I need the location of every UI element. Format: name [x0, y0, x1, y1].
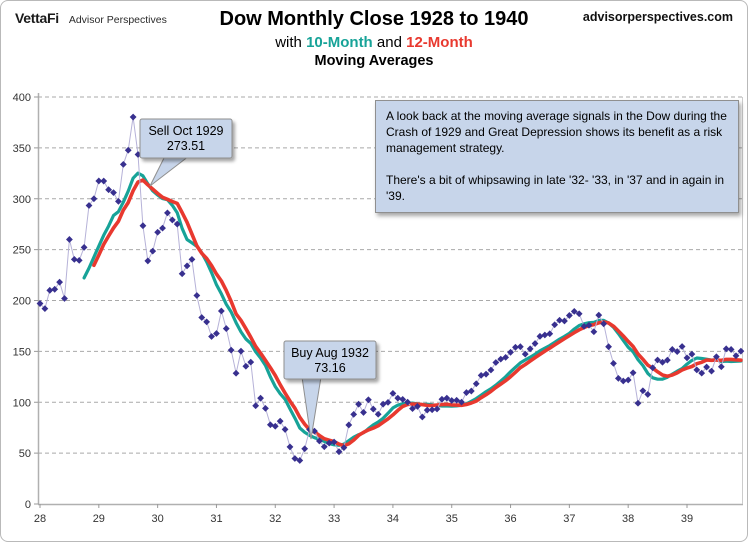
- y-tick-label-250: 250: [12, 244, 31, 257]
- close-marker: [252, 402, 259, 409]
- close-marker: [179, 270, 186, 277]
- x-tick-label-34: 34: [386, 513, 400, 525]
- close-marker: [517, 343, 524, 350]
- close-marker: [350, 411, 357, 418]
- close-marker: [51, 286, 58, 293]
- close-marker: [360, 409, 367, 416]
- close-marker: [546, 330, 553, 337]
- close-marker: [56, 279, 63, 286]
- close-marker: [46, 287, 53, 294]
- close-marker: [605, 343, 612, 350]
- close-marker: [537, 333, 544, 340]
- close-marker: [419, 414, 426, 421]
- x-tick-label-37: 37: [563, 513, 576, 525]
- close-marker: [184, 263, 191, 270]
- close-marker: [301, 445, 308, 452]
- y-tick-label-350: 350: [12, 142, 31, 155]
- dow-moving-average-chart: [1, 1, 748, 542]
- y-tick-label-200: 200: [12, 295, 31, 308]
- close-marker: [439, 396, 446, 403]
- close-marker: [193, 292, 200, 299]
- x-tick-label-33: 33: [327, 513, 341, 525]
- close-marker: [76, 257, 83, 264]
- close-marker: [718, 363, 725, 370]
- x-tick-label-31: 31: [210, 513, 223, 525]
- y-tick-label-0: 0: [24, 499, 31, 511]
- sell-callout: [140, 119, 232, 186]
- callout-tail: [150, 156, 189, 186]
- x-tick-label-39: 39: [680, 513, 694, 525]
- x-tick-label-28: 28: [33, 513, 47, 525]
- close-marker: [595, 312, 602, 319]
- subtitle-with: with: [275, 34, 307, 51]
- subtitle-10-month: 10-Month: [306, 34, 373, 51]
- y-tick-label-400: 400: [12, 92, 31, 104]
- x-tick-label-29: 29: [92, 513, 105, 525]
- close-marker: [120, 161, 127, 168]
- close-marker: [473, 380, 480, 387]
- close-marker: [100, 178, 107, 185]
- close-marker: [130, 114, 137, 121]
- x-tick-label-38: 38: [622, 513, 635, 525]
- close-marker: [262, 405, 269, 412]
- x-tick-label-35: 35: [445, 513, 458, 525]
- y-tick-label-100: 100: [12, 397, 31, 410]
- close-marker: [86, 202, 93, 209]
- x-tick-label-32: 32: [269, 513, 282, 525]
- y-tick-label-50: 50: [18, 448, 31, 461]
- callout-line2: 273.51: [166, 139, 206, 153]
- close-marker: [91, 195, 98, 202]
- y-tick-label-150: 150: [12, 346, 31, 359]
- close-marker: [149, 248, 156, 255]
- x-tick-label-30: 30: [151, 513, 164, 525]
- brand-subtitle: Advisor Perspectives: [68, 14, 167, 26]
- close-marker: [223, 325, 230, 332]
- close-marker: [66, 236, 73, 243]
- chart-subtitle-2: Moving Averages: [314, 53, 434, 69]
- close-marker: [238, 348, 245, 355]
- close-marker: [492, 359, 499, 366]
- close-marker: [228, 347, 235, 354]
- chart-title: Dow Monthly Close 1928 to 1940: [219, 8, 529, 30]
- x-tick-label-36: 36: [504, 513, 517, 525]
- close-marker: [630, 369, 637, 376]
- commentary-box: [375, 100, 739, 213]
- close-marker: [625, 377, 632, 384]
- commentary-paragraph-2: There's a bit of whipsawing in late '32- '33, in '37 and in again in '39.: [386, 172, 725, 203]
- callout-tail: [302, 377, 321, 439]
- close-marker: [140, 222, 147, 229]
- subtitle-and: and: [372, 34, 407, 51]
- site-url: advisorperspectives.com: [582, 10, 733, 24]
- close-marker: [257, 395, 264, 402]
- y-tick-label-300: 300: [12, 193, 31, 206]
- close-marker: [287, 444, 294, 451]
- brand-name: VettaFi: [15, 10, 59, 26]
- close-marker: [345, 422, 352, 429]
- subtitle-12-month: 12-Month: [406, 34, 473, 51]
- close-marker: [635, 400, 642, 407]
- close-marker: [610, 360, 617, 367]
- close-marker: [233, 370, 240, 377]
- close-marker: [478, 372, 485, 379]
- close-marker: [218, 308, 225, 315]
- close-marker: [71, 256, 78, 263]
- close-marker: [590, 328, 597, 335]
- callout-line1: Sell Oct 1929: [148, 124, 224, 138]
- callout-line2: 73.16: [314, 361, 346, 375]
- commentary-paragraph-1: A look back at the moving average signals in the Dow during the Crash of 1929 and Great Depression shows its benefit as a risk management strategy.: [386, 109, 727, 156]
- close-marker: [144, 258, 151, 265]
- close-marker: [164, 209, 171, 216]
- callout-line1: Buy Aug 1932: [291, 346, 369, 360]
- close-marker: [541, 332, 548, 339]
- close-marker: [282, 426, 289, 433]
